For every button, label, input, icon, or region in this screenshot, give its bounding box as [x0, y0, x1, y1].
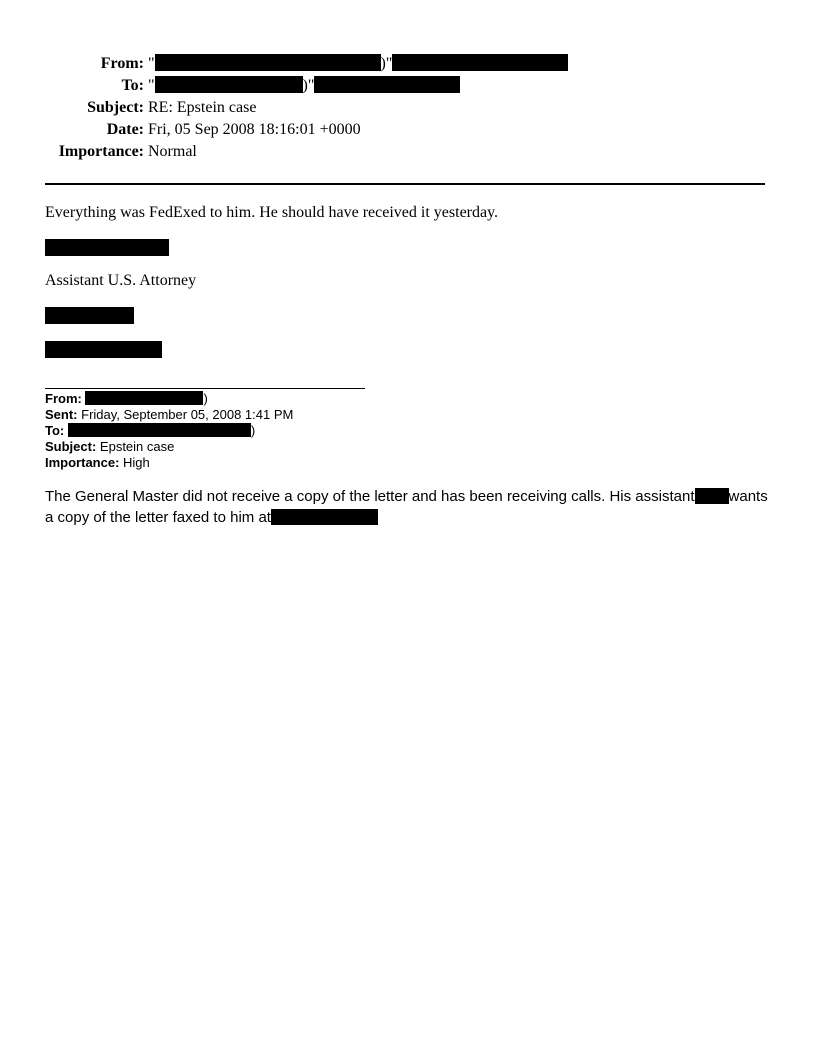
original-importance-row	[45, 455, 293, 471]
importance-label: Importance:	[58, 143, 144, 160]
original-message-header	[45, 391, 293, 471]
original-body-part-2: wants a copy of the letter faxed to him at	[45, 488, 768, 526]
to-value	[148, 75, 460, 97]
redacted-to-name	[155, 76, 303, 93]
from-value	[148, 53, 568, 75]
redacted-original-to	[68, 423, 251, 437]
email-header	[0, 53, 816, 163]
original-sent-value: Friday, September 05, 2008 1:41 PM	[81, 407, 294, 422]
original-from-row	[45, 391, 293, 407]
redacted-to-address	[314, 76, 460, 93]
redacted-signature-line-2	[45, 341, 162, 358]
redacted-signature-line-1	[45, 307, 134, 324]
to-label: To:	[121, 77, 144, 94]
original-to-row	[45, 423, 293, 439]
from-quote-close: )"	[380, 55, 393, 72]
header-to-row	[0, 75, 816, 97]
to-quote-close: )"	[302, 77, 315, 94]
original-subject-value: Epstein case	[99, 439, 175, 454]
redacted-from-address	[392, 54, 568, 71]
original-body-part-1: The General Master did not receive a copy of the letter and has been receiving calls. His assistant	[45, 488, 695, 505]
original-sent-label: Sent:	[45, 407, 78, 422]
from-quote-open: "	[148, 55, 155, 72]
to-quote-open: "	[148, 77, 155, 94]
reply-body: Everything was FedExed to him. He should have received it yesterday.	[45, 204, 499, 221]
original-importance-label: Importance:	[45, 455, 120, 470]
quoted-message-divider	[45, 388, 365, 389]
header-importance-row	[0, 141, 816, 163]
header-divider	[45, 183, 765, 185]
redacted-fax-number	[271, 509, 378, 525]
header-from-row	[0, 53, 816, 75]
original-importance-value: High	[123, 455, 150, 470]
importance-value: Normal	[148, 143, 197, 160]
original-to-label: To:	[45, 423, 65, 438]
original-to-close: )	[250, 423, 256, 438]
subject-value: RE: Epstein case	[148, 99, 257, 116]
from-label: From:	[100, 55, 144, 72]
original-subject-row	[45, 439, 293, 455]
original-subject-label: Subject:	[45, 439, 97, 454]
header-subject-row	[0, 97, 816, 119]
original-from-close: )	[203, 391, 208, 406]
redacted-from-name	[155, 54, 381, 71]
date-label: Date:	[106, 121, 144, 138]
redacted-original-from	[85, 391, 203, 405]
redacted-signature-name	[45, 239, 169, 256]
date-value: Fri, 05 Sep 2008 18:16:01 +0000	[148, 121, 361, 138]
original-from-label: From:	[45, 391, 82, 406]
original-message-body	[45, 486, 775, 528]
header-date-row	[0, 119, 816, 141]
redacted-assistant-name	[695, 488, 729, 504]
signature-title: Assistant U.S. Attorney	[45, 272, 197, 289]
original-sent-row	[45, 407, 293, 423]
subject-label: Subject:	[87, 99, 144, 116]
